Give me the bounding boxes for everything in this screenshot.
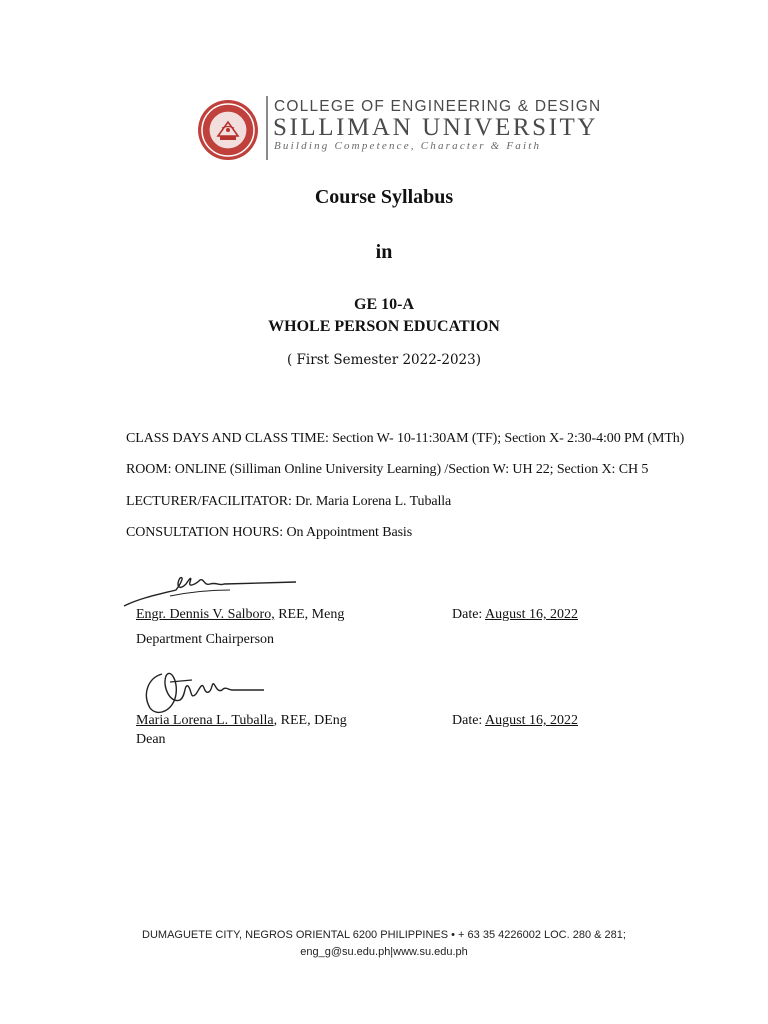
- letterhead: [196, 94, 602, 162]
- consultation-line: [126, 525, 412, 541]
- chairperson-signature: [120, 570, 300, 610]
- university-name: SILLIMAN UNIVERSITY: [273, 114, 599, 141]
- class-days-label: CLASS DAYS AND CLASS TIME:: [126, 431, 329, 446]
- dean-name: Maria Lorena L. Tuballa: [136, 713, 274, 728]
- chairperson-credentials: REE, Meng: [274, 607, 345, 622]
- chairperson-role: Department Chairperson: [136, 632, 275, 647]
- room-label: ROOM:: [126, 462, 172, 477]
- class-days-line: [126, 431, 684, 447]
- college-name: COLLEGE OF ENGINEERING & DESIGN: [274, 98, 602, 115]
- consultation-label: CONSULTATION HOURS:: [126, 525, 284, 540]
- class-days-value: Section W- 10-11:30AM (TF); Section X- 2:30-4:00 PM (MTh): [328, 431, 685, 446]
- chairperson-name-line: [136, 607, 344, 623]
- room-line: [126, 462, 648, 478]
- dean-date: August 16, 2022: [485, 713, 578, 728]
- header-divider: [266, 96, 268, 160]
- title-connector: in: [375, 241, 393, 263]
- university-seal-logo: [196, 98, 260, 162]
- footer-address: DUMAGUETE CITY, NEGROS ORIENTAL 6200 PHILIPPINES • + 63 35 4226002 LOC. 280 & 281;: [142, 929, 626, 941]
- course-code: GE 10-A: [354, 296, 414, 313]
- dean-date-label: Date:: [452, 713, 486, 728]
- lecturer-value: Dr. Maria Lorena L. Tuballa: [291, 494, 452, 509]
- lecturer-label: LECTURER/FACILITATOR:: [126, 494, 292, 509]
- dean-role: Dean: [136, 732, 166, 747]
- course-name: WHOLE PERSON EDUCATION: [268, 318, 500, 335]
- semester: ( First Semester 2022-2023): [287, 352, 481, 368]
- chairperson-date-line: [452, 607, 578, 623]
- dean-name-line: [136, 713, 347, 729]
- dean-credentials: , REE, DEng: [273, 713, 347, 728]
- chairperson-date-label: Date:: [452, 607, 486, 622]
- document-title: Course Syllabus: [314, 186, 454, 208]
- lecturer-line: [126, 494, 451, 510]
- university-motto: Building Competence, Character & Faith: [274, 140, 542, 152]
- dean-date-line: [452, 713, 578, 729]
- dean-signature: [140, 664, 270, 720]
- chairperson-name: Engr. Dennis V. Salboro,: [136, 607, 275, 622]
- room-value: ONLINE (Silliman Online University Learning) /Section W: UH 22; Section X: CH 5: [171, 462, 649, 477]
- chairperson-date: August 16, 2022: [485, 607, 578, 622]
- footer-contact: eng_g@su.edu.ph|www.su.edu.ph: [300, 946, 468, 958]
- consultation-value: On Appointment Basis: [283, 525, 413, 540]
